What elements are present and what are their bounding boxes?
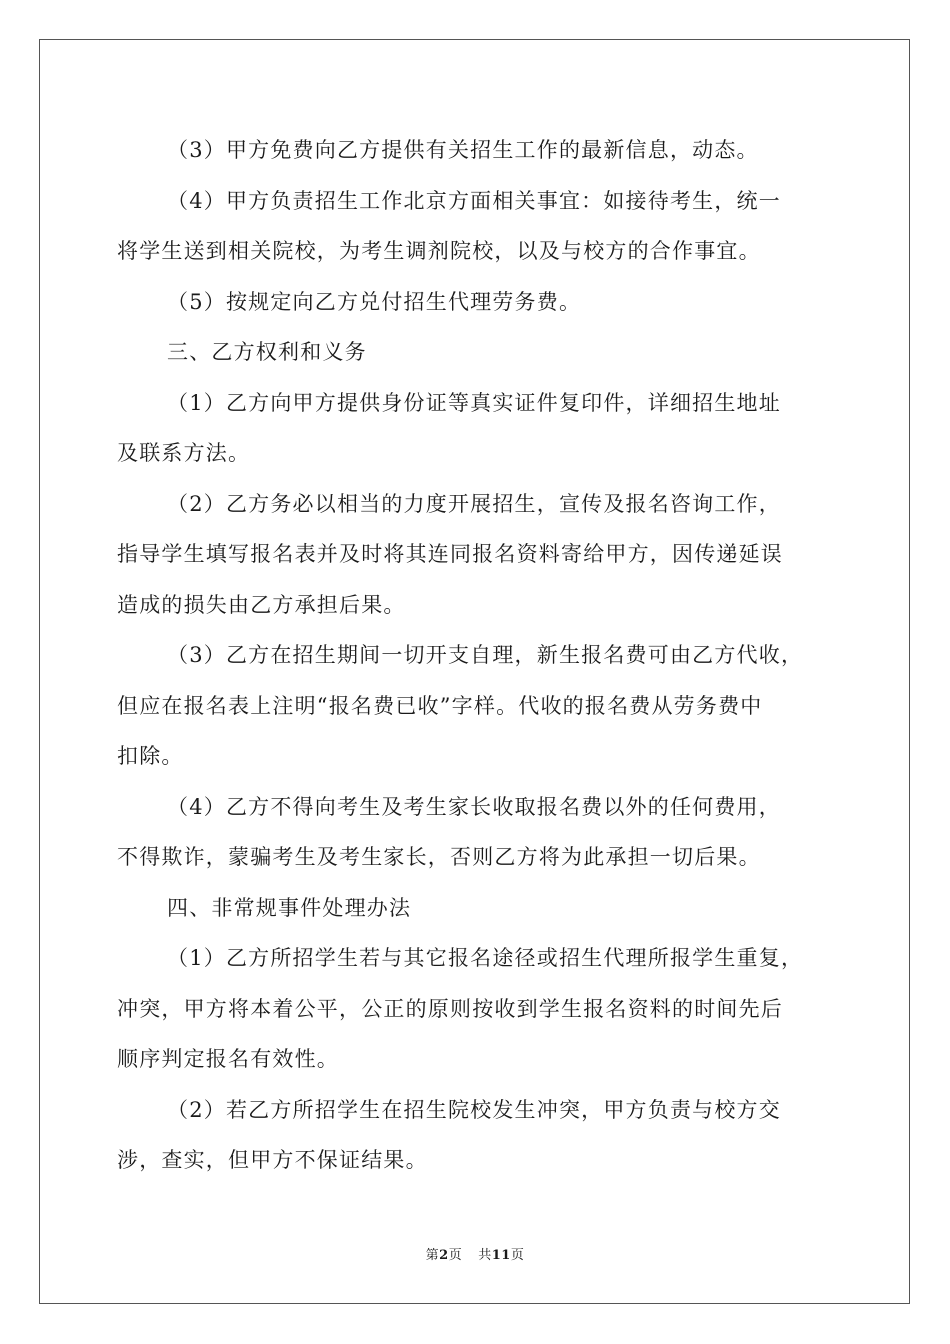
- section-heading: 三、乙方权利和义务: [167, 340, 367, 364]
- page-number: 2: [439, 1248, 449, 1263]
- total-pages: 11: [491, 1248, 511, 1263]
- document-body: [117, 125, 833, 1186]
- section-heading: 四、非常规事件处理办法: [167, 895, 412, 920]
- paragraph: （5）按规定向乙方兑付招生代理劳务费。: [167, 289, 582, 314]
- total-suffix: 页: [510, 1248, 525, 1263]
- paragraph: （4）甲方负责招生工作北京方面相关事宜：如接待考生，统一 将学生送到相关院校，为考生调剂院校，以及与校方的合作事宜。: [117, 188, 781, 263]
- paragraph: （4）乙方不得向考生及考生家长收取报名费以外的任何费用， 不得欺诈，蒙骗考生及考生家长，否则乙方将为此承担一切后果。: [117, 794, 781, 869]
- paragraph: （2）乙方务必以相当的力度开展招生，宣传及报名咨询工作， 指导学生填写报名表并及时将其连同报名资料寄给甲方，因传递延误 造成的损失由乙方承担后果。: [117, 491, 783, 617]
- page-suffix: 页: [448, 1248, 463, 1263]
- page-footer: [0, 1244, 950, 1263]
- paragraph: （1）乙方所招学生若与其它报名途径或招生代理所报学生重复， 冲突，甲方将本着公平，公正的原则按收到学生报名资料的时间先后 顺序判定报名有效性。: [117, 946, 804, 1071]
- paragraph: （3）甲方免费向乙方提供有关招生工作的最新信息，动态。: [167, 138, 759, 162]
- paragraph: （1）乙方向甲方提供身份证等真实证件复印件，详细招生地址 及联系方法。: [117, 390, 781, 465]
- page-prefix: 第: [425, 1248, 440, 1263]
- paragraph: （2）若乙方所招学生在招生院校发生冲突，甲方负责与校方交 涉，查实，但甲方不保证结果。: [117, 1097, 781, 1172]
- total-prefix: 共: [478, 1248, 492, 1263]
- paragraph: （3）乙方在招生期间一切开支自理，新生报名费可由乙方代收， 但应在报名表上注明“报名费已收”字样。代收的报名费从劳务费中 扣除。: [117, 643, 804, 768]
